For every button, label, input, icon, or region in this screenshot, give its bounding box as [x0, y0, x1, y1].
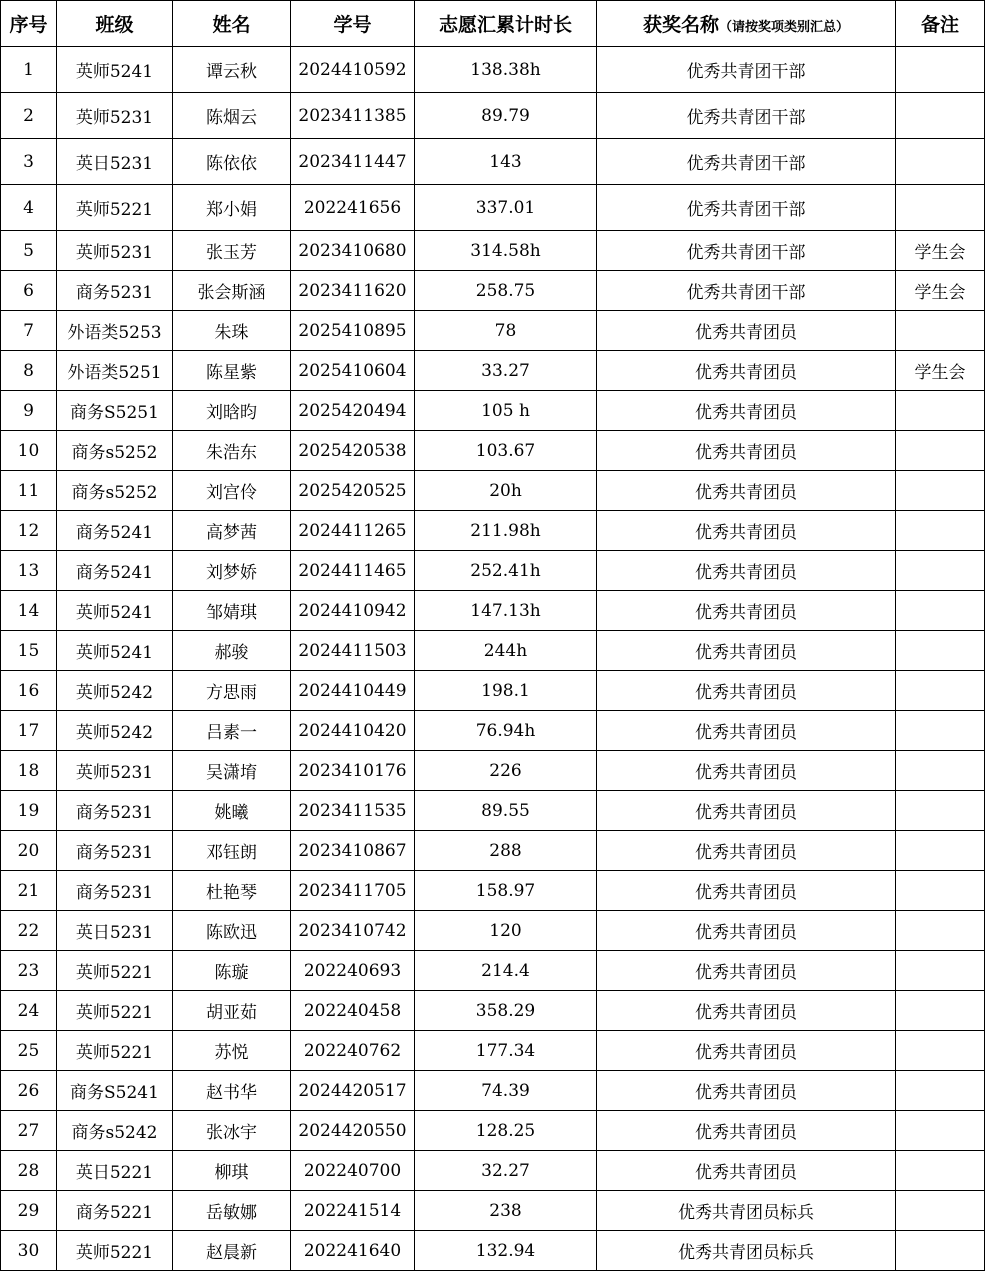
table-row: [1, 911, 985, 951]
cell-volunteer-hours: 138.38h: [415, 47, 597, 93]
table-row: [1, 351, 985, 391]
cell-class: 商务5231: [57, 831, 173, 871]
table-row: [1, 951, 985, 991]
cell-award: 优秀共青团员: [597, 511, 896, 551]
cell-class: 英师5241: [57, 591, 173, 631]
cell-award: 优秀共青团员: [597, 871, 896, 911]
cell-name: 陈星紫: [173, 351, 291, 391]
table-row: [1, 471, 985, 511]
cell-name: 姚曦: [173, 791, 291, 831]
cell-volunteer-hours: 78: [415, 311, 597, 351]
cell-volunteer-hours: 89.79: [415, 93, 597, 139]
cell-volunteer-hours: 32.27: [415, 1151, 597, 1191]
cell-award: 优秀共青团员: [597, 551, 896, 591]
cell-volunteer-hours: 244h: [415, 631, 597, 671]
cell-remark: [896, 311, 985, 351]
cell-student-id: 2024410449: [291, 671, 415, 711]
cell-volunteer-hours: 288: [415, 831, 597, 871]
table-row: [1, 1031, 985, 1071]
cell-name: 陈依依: [173, 139, 291, 185]
cell-name: 邓钰朗: [173, 831, 291, 871]
cell-student-id: 202240762: [291, 1031, 415, 1071]
cell-student-id: 2025420525: [291, 471, 415, 511]
cell-seq: 22: [1, 911, 57, 951]
cell-remark: [896, 951, 985, 991]
cell-remark: [896, 831, 985, 871]
cell-student-id: 202240700: [291, 1151, 415, 1191]
cell-seq: 10: [1, 431, 57, 471]
cell-award: 优秀共青团员: [597, 671, 896, 711]
cell-class: 商务s5252: [57, 471, 173, 511]
cell-seq: 23: [1, 951, 57, 991]
table-row: [1, 511, 985, 551]
cell-name: 高梦茜: [173, 511, 291, 551]
table-row: [1, 231, 985, 271]
cell-remark: [896, 1191, 985, 1231]
table-row: [1, 1071, 985, 1111]
cell-volunteer-hours: 147.13h: [415, 591, 597, 631]
cell-class: 商务5231: [57, 271, 173, 311]
cell-award: 优秀共青团员: [597, 991, 896, 1031]
cell-class: 商务5231: [57, 871, 173, 911]
cell-seq: 4: [1, 185, 57, 231]
cell-volunteer-hours: 132.94: [415, 1231, 597, 1271]
cell-student-id: 2024410420: [291, 711, 415, 751]
cell-student-id: 202241514: [291, 1191, 415, 1231]
cell-remark: 学生会: [896, 351, 985, 391]
cell-class: 英师5242: [57, 671, 173, 711]
cell-student-id: 2023411535: [291, 791, 415, 831]
cell-award: 优秀共青团干部: [597, 93, 896, 139]
cell-class: 英日5231: [57, 139, 173, 185]
cell-name: 张玉芳: [173, 231, 291, 271]
cell-award: 优秀共青团员: [597, 631, 896, 671]
table-row: [1, 751, 985, 791]
header-award: [597, 1, 896, 47]
cell-class: 商务s5252: [57, 431, 173, 471]
table-row: [1, 1111, 985, 1151]
header-volunteer-hours: 志愿汇累计时长: [415, 1, 597, 47]
cell-volunteer-hours: 258.75: [415, 271, 597, 311]
cell-student-id: 2023411620: [291, 271, 415, 311]
cell-name: 张会斯涵: [173, 271, 291, 311]
cell-class: 外语类5251: [57, 351, 173, 391]
cell-student-id: 2023411447: [291, 139, 415, 185]
cell-seq: 11: [1, 471, 57, 511]
cell-remark: [896, 47, 985, 93]
cell-name: 刘晗昀: [173, 391, 291, 431]
cell-award: 优秀共青团员: [597, 1151, 896, 1191]
cell-seq: 24: [1, 991, 57, 1031]
cell-student-id: 2023410176: [291, 751, 415, 791]
cell-volunteer-hours: 128.25: [415, 1111, 597, 1151]
cell-seq: 9: [1, 391, 57, 431]
cell-remark: [896, 1231, 985, 1271]
cell-award: 优秀共青团员: [597, 951, 896, 991]
cell-class: 英师5221: [57, 1231, 173, 1271]
cell-remark: [896, 671, 985, 711]
cell-award: 优秀共青团干部: [597, 139, 896, 185]
cell-student-id: 2023410680: [291, 231, 415, 271]
cell-student-id: 2024410942: [291, 591, 415, 631]
cell-volunteer-hours: 314.58h: [415, 231, 597, 271]
cell-award: 优秀共青团员: [597, 831, 896, 871]
cell-student-id: 202241656: [291, 185, 415, 231]
cell-name: 谭云秋: [173, 47, 291, 93]
cell-name: 陈欧迅: [173, 911, 291, 951]
cell-volunteer-hours: 177.34: [415, 1031, 597, 1071]
table-row: [1, 591, 985, 631]
cell-remark: [896, 551, 985, 591]
cell-student-id: 2025410895: [291, 311, 415, 351]
cell-award: 优秀共青团干部: [597, 47, 896, 93]
cell-student-id: 2024420517: [291, 1071, 415, 1111]
cell-seq: 2: [1, 93, 57, 139]
cell-remark: [896, 471, 985, 511]
table-row: [1, 551, 985, 591]
cell-name: 朱珠: [173, 311, 291, 351]
cell-class: 英师5241: [57, 631, 173, 671]
cell-remark: 学生会: [896, 231, 985, 271]
cell-class: 外语类5253: [57, 311, 173, 351]
cell-remark: [896, 631, 985, 671]
cell-class: 英日5221: [57, 1151, 173, 1191]
cell-award: 优秀共青团员: [597, 751, 896, 791]
cell-award: 优秀共青团员: [597, 1031, 896, 1071]
cell-student-id: 202240458: [291, 991, 415, 1031]
cell-class: 英师5221: [57, 185, 173, 231]
cell-remark: [896, 511, 985, 551]
cell-seq: 5: [1, 231, 57, 271]
cell-award: 优秀共青团干部: [597, 231, 896, 271]
cell-name: 方思雨: [173, 671, 291, 711]
cell-student-id: 2024411465: [291, 551, 415, 591]
table-row: [1, 93, 985, 139]
header-class: 班级: [57, 1, 173, 47]
cell-seq: 16: [1, 671, 57, 711]
cell-volunteer-hours: 74.39: [415, 1071, 597, 1111]
cell-remark: [896, 185, 985, 231]
cell-volunteer-hours: 33.27: [415, 351, 597, 391]
cell-class: 商务5241: [57, 551, 173, 591]
table-body: [1, 47, 985, 1271]
cell-student-id: 202240693: [291, 951, 415, 991]
cell-award: 优秀共青团员: [597, 351, 896, 391]
cell-seq: 25: [1, 1031, 57, 1071]
cell-class: 英师5231: [57, 231, 173, 271]
cell-name: 陈烟云: [173, 93, 291, 139]
cell-award: 优秀共青团员: [597, 391, 896, 431]
cell-award: 优秀共青团员标兵: [597, 1231, 896, 1271]
cell-volunteer-hours: 20h: [415, 471, 597, 511]
header-award-note: （请按奖项类别汇总）: [719, 20, 850, 35]
table-row: [1, 1151, 985, 1191]
cell-student-id: 2025410604: [291, 351, 415, 391]
cell-seq: 17: [1, 711, 57, 751]
cell-award: 优秀共青团员: [597, 1071, 896, 1111]
cell-name: 赵晨新: [173, 1231, 291, 1271]
cell-class: 英师5231: [57, 751, 173, 791]
cell-remark: [896, 93, 985, 139]
header-student-id: 学号: [291, 1, 415, 47]
cell-remark: [896, 391, 985, 431]
cell-volunteer-hours: 143: [415, 139, 597, 185]
cell-seq: 30: [1, 1231, 57, 1271]
cell-name: 刘宫伶: [173, 471, 291, 511]
cell-student-id: 2023411385: [291, 93, 415, 139]
cell-remark: [896, 871, 985, 911]
table-row: [1, 991, 985, 1031]
cell-volunteer-hours: 252.41h: [415, 551, 597, 591]
cell-name: 郑小娟: [173, 185, 291, 231]
cell-name: 邹婧琪: [173, 591, 291, 631]
cell-remark: [896, 711, 985, 751]
cell-remark: [896, 431, 985, 471]
cell-remark: [896, 1151, 985, 1191]
table-row: [1, 271, 985, 311]
cell-class: 商务5231: [57, 791, 173, 831]
cell-award: 优秀共青团员: [597, 791, 896, 831]
table-row: [1, 47, 985, 93]
table-row: [1, 139, 985, 185]
cell-seq: 15: [1, 631, 57, 671]
table-row: [1, 791, 985, 831]
cell-remark: [896, 791, 985, 831]
cell-seq: 29: [1, 1191, 57, 1231]
cell-seq: 8: [1, 351, 57, 391]
cell-award: 优秀共青团干部: [597, 185, 896, 231]
cell-student-id: 2024411265: [291, 511, 415, 551]
cell-volunteer-hours: 337.01: [415, 185, 597, 231]
cell-seq: 3: [1, 139, 57, 185]
cell-student-id: 2025420538: [291, 431, 415, 471]
cell-seq: 21: [1, 871, 57, 911]
cell-class: 商务5221: [57, 1191, 173, 1231]
cell-remark: [896, 1071, 985, 1111]
table-row: [1, 711, 985, 751]
cell-student-id: 2023410867: [291, 831, 415, 871]
cell-award: 优秀共青团干部: [597, 271, 896, 311]
cell-seq: 20: [1, 831, 57, 871]
cell-class: 英师5242: [57, 711, 173, 751]
header-award-label: 获奖名称: [642, 14, 719, 36]
header-name: 姓名: [173, 1, 291, 47]
cell-name: 张冰宇: [173, 1111, 291, 1151]
cell-class: 英师5231: [57, 93, 173, 139]
cell-award: 优秀共青团员: [597, 591, 896, 631]
cell-seq: 18: [1, 751, 57, 791]
header-remark: 备注: [896, 1, 985, 47]
cell-award: 优秀共青团员: [597, 911, 896, 951]
table-row: [1, 1231, 985, 1271]
header-row: [1, 1, 985, 47]
cell-name: 苏悦: [173, 1031, 291, 1071]
cell-seq: 28: [1, 1151, 57, 1191]
cell-remark: [896, 911, 985, 951]
table-row: [1, 391, 985, 431]
cell-seq: 19: [1, 791, 57, 831]
cell-seq: 7: [1, 311, 57, 351]
cell-name: 柳琪: [173, 1151, 291, 1191]
cell-remark: [896, 1111, 985, 1151]
cell-award: 优秀共青团员: [597, 311, 896, 351]
cell-volunteer-hours: 89.55: [415, 791, 597, 831]
cell-volunteer-hours: 105 h: [415, 391, 597, 431]
cell-volunteer-hours: 198.1: [415, 671, 597, 711]
cell-seq: 14: [1, 591, 57, 631]
cell-name: 刘梦娇: [173, 551, 291, 591]
cell-class: 英师5221: [57, 991, 173, 1031]
cell-student-id: 2023410742: [291, 911, 415, 951]
cell-student-id: 202241640: [291, 1231, 415, 1271]
cell-remark: [896, 991, 985, 1031]
table-row: [1, 311, 985, 351]
cell-student-id: 2024411503: [291, 631, 415, 671]
cell-volunteer-hours: 358.29: [415, 991, 597, 1031]
cell-seq: 1: [1, 47, 57, 93]
cell-student-id: 2025420494: [291, 391, 415, 431]
table-row: [1, 871, 985, 911]
cell-remark: 学生会: [896, 271, 985, 311]
cell-volunteer-hours: 211.98h: [415, 511, 597, 551]
cell-seq: 27: [1, 1111, 57, 1151]
cell-class: 商务s5242: [57, 1111, 173, 1151]
cell-class: 英师5241: [57, 47, 173, 93]
cell-award: 优秀共青团员: [597, 1111, 896, 1151]
cell-remark: [896, 751, 985, 791]
cell-name: 岳敏娜: [173, 1191, 291, 1231]
cell-class: 商务S5241: [57, 1071, 173, 1111]
cell-seq: 13: [1, 551, 57, 591]
cell-class: 英师5221: [57, 951, 173, 991]
cell-seq: 12: [1, 511, 57, 551]
table-row: [1, 185, 985, 231]
cell-volunteer-hours: 214.4: [415, 951, 597, 991]
cell-award: 优秀共青团员: [597, 471, 896, 511]
cell-award: 优秀共青团员: [597, 431, 896, 471]
cell-seq: 26: [1, 1071, 57, 1111]
table-row: [1, 671, 985, 711]
cell-seq: 6: [1, 271, 57, 311]
cell-name: 胡亚茹: [173, 991, 291, 1031]
cell-class: 英日5231: [57, 911, 173, 951]
cell-volunteer-hours: 76.94h: [415, 711, 597, 751]
cell-remark: [896, 591, 985, 631]
cell-volunteer-hours: 226: [415, 751, 597, 791]
cell-class: 商务5241: [57, 511, 173, 551]
cell-class: 英师5221: [57, 1031, 173, 1071]
cell-remark: [896, 1031, 985, 1071]
cell-student-id: 2024420550: [291, 1111, 415, 1151]
cell-name: 赵书华: [173, 1071, 291, 1111]
cell-name: 杜艳琴: [173, 871, 291, 911]
cell-class: 商务S5251: [57, 391, 173, 431]
cell-volunteer-hours: 238: [415, 1191, 597, 1231]
table-row: [1, 431, 985, 471]
cell-name: 郝骏: [173, 631, 291, 671]
cell-volunteer-hours: 158.97: [415, 871, 597, 911]
table-row: [1, 831, 985, 871]
table-row: [1, 1191, 985, 1231]
cell-name: 陈璇: [173, 951, 291, 991]
table-row: [1, 631, 985, 671]
cell-student-id: 2024410592: [291, 47, 415, 93]
cell-volunteer-hours: 120: [415, 911, 597, 951]
cell-name: 吴潇堉: [173, 751, 291, 791]
cell-award: 优秀共青团员: [597, 711, 896, 751]
cell-name: 吕素一: [173, 711, 291, 751]
cell-remark: [896, 139, 985, 185]
header-seq: 序号: [1, 1, 57, 47]
cell-student-id: 2023411705: [291, 871, 415, 911]
cell-award: 优秀共青团员标兵: [597, 1191, 896, 1231]
cell-volunteer-hours: 103.67: [415, 431, 597, 471]
cell-name: 朱浩东: [173, 431, 291, 471]
